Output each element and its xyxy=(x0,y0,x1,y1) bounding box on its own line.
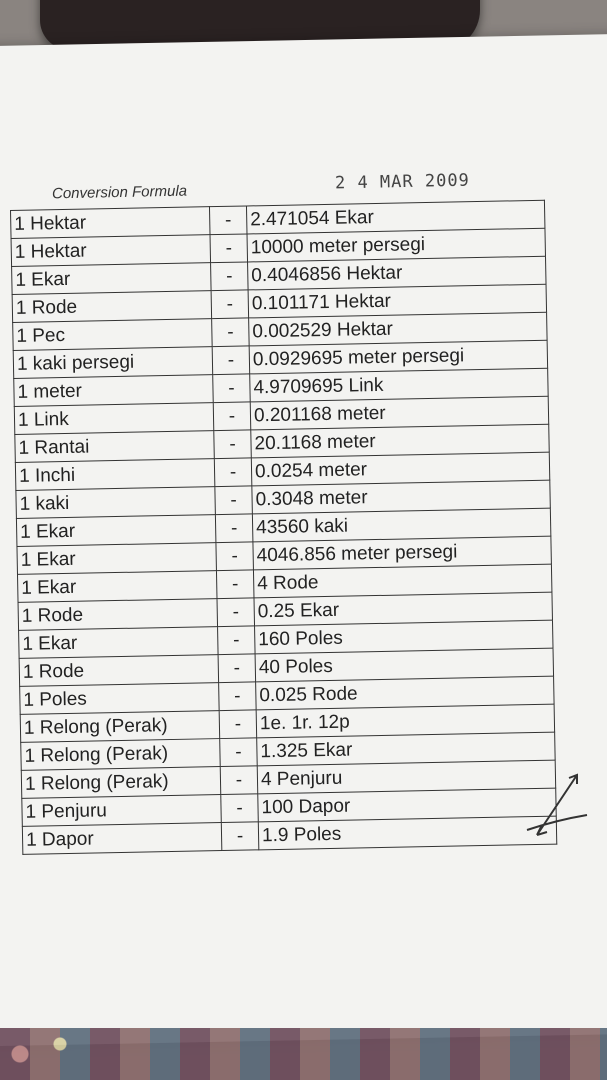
value-cell: 0.4046856 Hektar xyxy=(248,256,546,290)
handwritten-arrow-mark xyxy=(507,760,597,850)
unit-cell: 1 Rantai xyxy=(15,431,215,463)
unit-cell: 1 Dapor xyxy=(22,823,222,855)
unit-cell: 1 Ekar xyxy=(17,571,217,603)
unit-cell: 1 Rode xyxy=(18,599,218,631)
conversion-table-body xyxy=(11,200,557,854)
value-cell: 0.0929695 meter persegi xyxy=(249,340,547,374)
unit-cell: 1 Penjuru xyxy=(22,795,222,827)
value-cell: 0.201168 meter xyxy=(250,396,548,430)
value-cell: 0.101171 Hektar xyxy=(248,284,546,318)
value-cell: 0.002529 Hektar xyxy=(249,312,547,346)
value-cell: 4 Penjuru xyxy=(257,760,555,794)
unit-cell: 1 kaki xyxy=(16,487,216,519)
separator-cell: - xyxy=(218,654,256,683)
separator-cell: - xyxy=(221,794,259,823)
unit-cell: 1 Ekar xyxy=(12,263,212,295)
separator-cell: - xyxy=(212,346,250,375)
unit-cell: 1 Hektar xyxy=(11,207,211,239)
separator-cell: - xyxy=(216,542,254,571)
value-cell: 0.25 Ekar xyxy=(254,592,552,626)
value-cell: 4046.856 meter persegi xyxy=(253,536,551,570)
separator-cell: - xyxy=(220,766,258,795)
unit-cell: 1 Relong (Perak) xyxy=(20,711,220,743)
unit-cell: 1 meter xyxy=(14,375,214,407)
value-cell: 0.025 Rode xyxy=(256,676,554,710)
separator-cell: - xyxy=(219,682,257,711)
value-cell: 100 Dapor xyxy=(258,788,556,822)
separator-cell: - xyxy=(213,374,251,403)
separator-cell: - xyxy=(211,290,249,319)
value-cell: 40 Poles xyxy=(255,648,553,682)
separator-cell: - xyxy=(219,710,257,739)
separator-cell: - xyxy=(213,402,251,431)
separator-cell: - xyxy=(221,822,259,851)
separator-cell: - xyxy=(214,458,252,487)
unit-cell: 1 Relong (Perak) xyxy=(21,767,221,799)
separator-cell: - xyxy=(220,738,258,767)
separator-cell: - xyxy=(216,570,254,599)
separator-cell: - xyxy=(215,486,253,515)
separator-cell: - xyxy=(209,206,247,235)
unit-cell: 1 Rode xyxy=(19,655,219,687)
unit-cell: 1 Relong (Perak) xyxy=(21,739,221,771)
fabric-background xyxy=(0,1028,607,1080)
value-cell: 0.3048 meter xyxy=(252,480,550,514)
separator-cell: - xyxy=(212,318,250,347)
unit-cell: 1 Ekar xyxy=(19,627,219,659)
separator-cell: - xyxy=(218,626,256,655)
unit-cell: 1 Inchi xyxy=(15,459,215,491)
value-cell: 1.325 Ekar xyxy=(257,732,555,766)
value-cell: 0.0254 meter xyxy=(251,452,549,486)
unit-cell: 1 Pec xyxy=(13,319,213,351)
value-cell: 1e. 1r. 12p xyxy=(256,704,554,738)
value-cell: 1.9 Poles xyxy=(258,816,556,850)
unit-cell: 1 Link xyxy=(14,403,214,435)
value-cell: 160 Poles xyxy=(255,620,553,654)
date-stamp: 2 4 MAR 2009 xyxy=(334,170,471,194)
conversion-table xyxy=(10,200,557,855)
conversion-table-container xyxy=(10,200,557,855)
separator-cell: - xyxy=(214,430,252,459)
value-cell: 2.471054 Ekar xyxy=(246,200,544,234)
unit-cell: 1 Hektar xyxy=(11,235,211,267)
unit-cell: 1 kaki persegi xyxy=(13,347,213,379)
separator-cell: - xyxy=(215,514,253,543)
value-cell: 43560 kaki xyxy=(252,508,550,542)
unit-cell: 1 Ekar xyxy=(16,515,216,547)
separator-cell: - xyxy=(211,262,249,291)
unit-cell: 1 Rode xyxy=(12,291,212,323)
unit-cell: 1 Poles xyxy=(20,683,220,715)
value-cell: 10000 meter persegi xyxy=(247,228,545,262)
unit-cell: 1 Ekar xyxy=(17,543,217,575)
separator-cell: - xyxy=(217,598,255,627)
document-heading: Conversion Formula xyxy=(51,182,188,203)
value-cell: 20.1168 meter xyxy=(251,424,549,458)
separator-cell: - xyxy=(210,234,248,263)
value-cell: 4.9709695 Link xyxy=(250,368,548,402)
value-cell: 4 Rode xyxy=(253,564,551,598)
